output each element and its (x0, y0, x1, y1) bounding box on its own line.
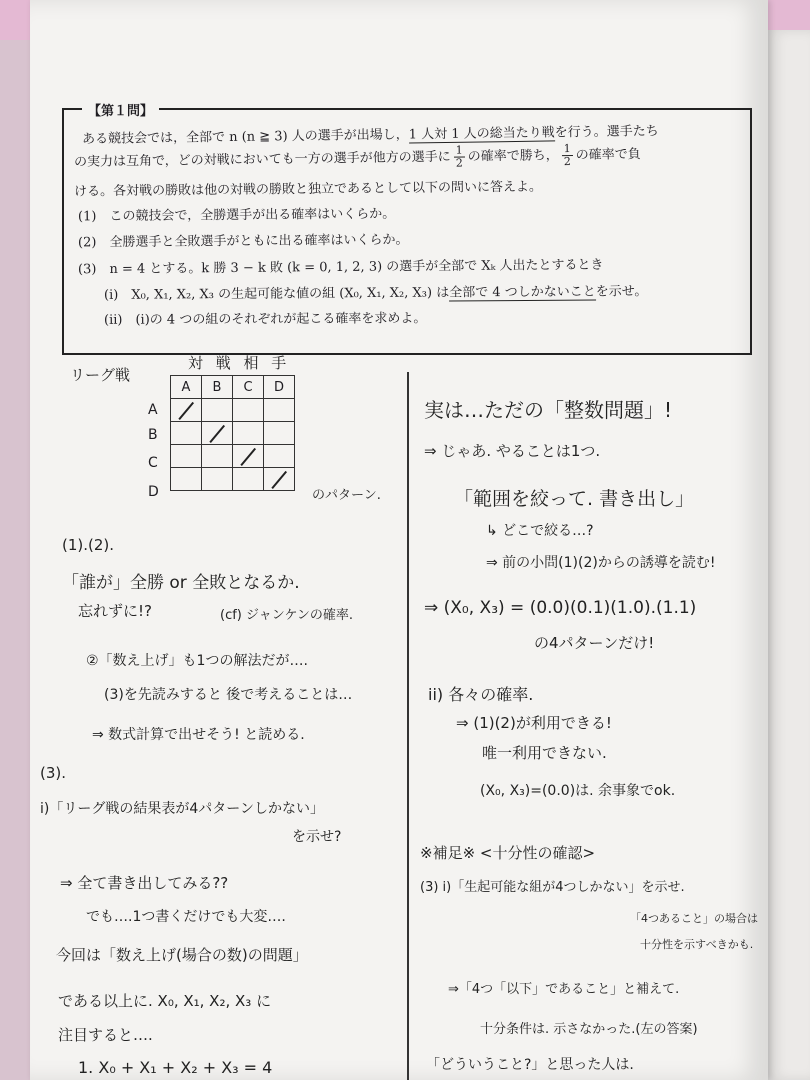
table-cell (202, 468, 233, 491)
table-row (171, 445, 295, 468)
note-narrow-range: 「範囲を絞って. 書き出し」 (454, 488, 695, 510)
problem-text: ある競技会では，全部で n (n ≧ 3) 人の選手が出場し， (81, 127, 409, 148)
underlined-text: 全部で 4 つしかないこと (449, 284, 596, 301)
table-cell-diagonal (264, 468, 295, 491)
table-cell (171, 445, 202, 468)
row-label: B (148, 427, 158, 443)
note-1-2: (1).(2). (62, 536, 115, 554)
note-equation: 1. X₀ + X₁ + X₂ + X₃ = 4 (78, 1058, 273, 1077)
question-3-i (104, 280, 647, 303)
note-not-shown: 十分条件は. 示さなかった.(左の答案) (480, 1022, 698, 1037)
note-counting: ②「数え上げ」も1つの解法だが…. (86, 653, 308, 669)
note-sufficiency: 十分性を示すべきかも. (640, 938, 754, 951)
note-unusable: 唯一利用できない. (482, 744, 607, 762)
note-show: を示せ? (292, 829, 342, 845)
question-3-ii: (ii) (i)の 4 つの組のそれぞれが起こる確率を求めよ。 (103, 311, 427, 328)
question-3: (3) n = 4 とする。k 勝 3 − k 敗 (k = 0, 1, 2, 3) の選手が全部で Xₖ 人出たとするとき (77, 257, 604, 278)
note-where-narrow: ↳ どこで絞る…? (486, 523, 594, 539)
table-cell (264, 445, 295, 468)
table-row (171, 422, 295, 445)
note-read-ahead: (3)を先読みすると 後で考えることは… (104, 687, 353, 703)
note-4-exist: 「4つあること」の場合は (630, 912, 758, 925)
note-this-time: 今回は「数え上げ(場合の数)の問題」 (56, 946, 308, 964)
note-opponent: 対 戦 相 手 (188, 354, 291, 372)
problem-text: を行う。選手たち (554, 123, 659, 141)
table-row (171, 399, 295, 422)
fraction (454, 145, 465, 170)
table-cell (171, 422, 202, 445)
table-cell: A (171, 376, 202, 399)
note-what-mean: 「どういうこと?」と思った人は. (426, 1057, 634, 1073)
fraction-denominator: 2 (563, 155, 571, 169)
note-3-i: i)「リーグ戦の結果表が4パターンしかない」 (40, 801, 324, 817)
table-row (171, 376, 295, 399)
note-formula: ⇒ 数式計算で出せそう! と読める. (92, 727, 305, 743)
table-cell: C (233, 376, 264, 399)
table-cell (264, 399, 295, 422)
table-cell (264, 422, 295, 445)
note-write-all: ⇒ 全て書き出してみる?? (60, 874, 229, 892)
table-cell (233, 422, 264, 445)
note-janken: (cf) ジャンケンの確率. (220, 608, 353, 623)
problem-text: の確率で負 (575, 147, 641, 163)
league-table (170, 375, 295, 491)
underlined-text: 1 人対 1 人の総当たり戦 (408, 125, 555, 143)
note-each-prob: ii) 各々の確率. (428, 685, 534, 704)
row-label: C (148, 455, 158, 471)
note-4-only: (3) i)「生起可能な組が4つしかない」を示せ. (420, 880, 685, 895)
note-guidance: ⇒ 前の小問(1)(2)からの誘導を読む! (486, 555, 716, 571)
table-cell: D (264, 376, 295, 399)
table-cell-diagonal (233, 445, 264, 468)
note-integer-problem: 実は…ただの「整数問題」! (424, 398, 673, 422)
next-page-edge (768, 30, 810, 1080)
table-row (171, 468, 295, 491)
table-cell (171, 468, 202, 491)
problem-text: (i) X₀, X₁, X₂, X₃ の生起可能な値の組 (X₀, X₁, X₂, X₃) は (103, 285, 450, 303)
table-cell (233, 399, 264, 422)
note-focus: 注目すると…. (58, 1026, 153, 1044)
note-supplement: ※補足※ <十分性の確認> (420, 844, 596, 862)
table-cell (233, 468, 264, 491)
fraction-denominator: 2 (455, 156, 463, 170)
table-cell: B (202, 376, 233, 399)
center-divider (407, 372, 409, 1080)
table-cell (202, 445, 233, 468)
note-one-thing: ⇒ じゃあ. やることは1つ. (424, 442, 601, 460)
note-only-4: の4パターンだけ! (534, 634, 655, 652)
row-label: D (148, 484, 159, 500)
note-who: 「誰が」全勝 or 全敗となるか. (62, 573, 300, 593)
note-usable: ⇒ (1)(2)が利用できる! (456, 714, 612, 732)
note-complement: (X₀, X₃)=(0.0)は. 余事象でok. (480, 783, 676, 799)
note-3: (3). (40, 764, 67, 782)
table-cell (202, 399, 233, 422)
problem-text: の実力は互角で，どの対戦においても一方の選手が他方の選手に (73, 149, 451, 170)
question-1: (1) この競技会で，全勝選手が出る確率はいくらか。 (77, 206, 396, 225)
note-hard: でも….1つ書くだけでも大変…. (86, 909, 286, 925)
problem-line-3: ける。各対戦の勝敗は他の対戦の勝敗と独立であるとして以下の問いに答えよ。 (73, 179, 543, 200)
table-cell-diagonal (202, 422, 233, 445)
row-label: A (148, 402, 158, 418)
note-variables: である以上に. X₀, X₁, X₂, X₃ に (58, 992, 272, 1010)
problem-text: を示せ。 (595, 284, 648, 300)
fraction-numerator: 1 (454, 145, 465, 158)
table-cell-diagonal (171, 399, 202, 422)
note-pattern: のパターン. (312, 488, 381, 503)
note-at-most-4: ⇒「4つ「以下」であること」と補えて. (448, 982, 680, 997)
fraction-numerator: 1 (562, 143, 573, 156)
question-2: (2) 全勝選手と全敗選手がともに出る確率はいくらか。 (77, 232, 409, 251)
fraction (562, 143, 573, 168)
note-patterns: ⇒ (X₀, X₃) = (0.0)(0.1)(1.0).(1.1) (424, 598, 697, 618)
note-league: リーグ戦 (70, 366, 131, 384)
note-dont-forget: 忘れずに!? (78, 602, 152, 620)
problem-heading: 【第１問】 (82, 100, 159, 119)
problem-text: の確率で勝ち， (467, 148, 559, 165)
